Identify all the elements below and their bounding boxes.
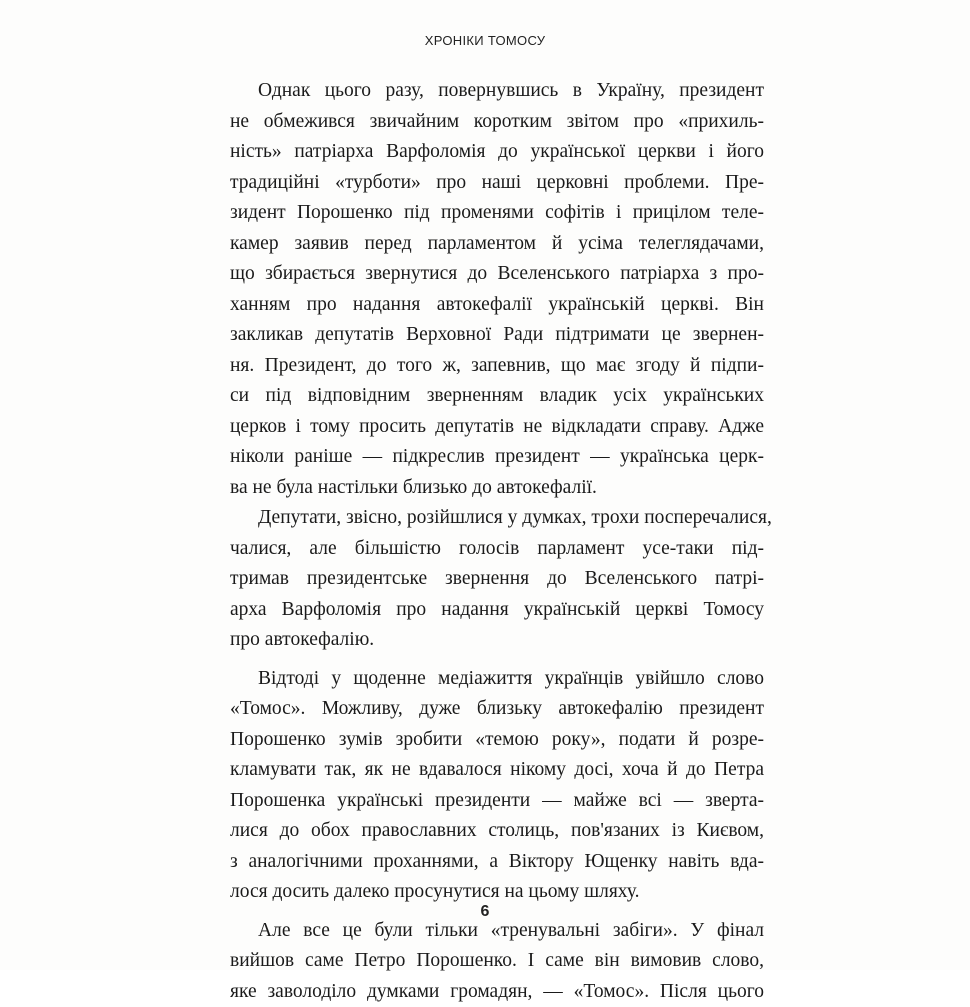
page-number: 6	[0, 903, 970, 921]
paragraph-3-line: кламувати так, як не вдавалося нікому досі, хоча й до Петра	[230, 755, 764, 786]
paragraph-1-line: церков і тому просить депутатів не відкладати справу. Адже	[230, 412, 764, 443]
paragraph-1-line: ня. Президент, до того ж, запевнив, що має згоду й підпи-	[230, 351, 764, 382]
paragraph-3-line: Відтоді у щоденне медіажиття українців увійшло слово	[230, 664, 764, 695]
running-header: ХРОНІКИ ТОМОСУ	[0, 33, 970, 48]
paragraph-1-line: ніколи раніше — підкреслив президент — українська церк-	[230, 442, 764, 473]
paragraph-2-line: чалися, але більшістю голосів парламент усе-таки під-	[230, 534, 764, 565]
paragraph-1-line: ність» патріарха Варфоломія до української церкви і його	[230, 137, 764, 168]
paragraph-1-line: ханням про надання автокефалії українській церкві. Він	[230, 290, 764, 321]
paragraph-1-line: си під відповідним зверненням владик усіх українських	[230, 381, 764, 412]
paragraph-1-line: ва не була настільки близько до автокефалії.	[230, 473, 764, 504]
paragraph-1-line: зидент Порошенко під променями софітів і прицілом теле-	[230, 198, 764, 229]
paragraph-1-line: закликав депутатів Верховної Ради підтримати це звернен-	[230, 320, 764, 351]
paragraph-1-line: камер заявив перед парламентом й усіма телеглядачами,	[230, 229, 764, 260]
paragraph-1-line: що збирається звернутися до Вселенського патріарха з про-	[230, 259, 764, 290]
paragraph-2-line: Депутати, звісно, розійшлися у думках, трохи посперечалися,	[230, 503, 764, 534]
paragraph-2-line: арха Варфоломія про надання українській церкві Томосу	[230, 595, 764, 626]
paragraph-2-line: про автокефалію.	[230, 625, 764, 656]
paragraph-3-line: з аналогічними проханнями, а Віктору Ющенку навіть вда-	[230, 847, 764, 878]
paragraph-4-line: яке заволоділо думками громадян, — «Томос». Після цього	[230, 977, 764, 1007]
paragraph-4-line: вийшов саме Петро Порошенко. І саме він вимовив слово,	[230, 946, 764, 977]
paragraph-3-line: «Томос». Можливу, дуже близьку автокефалію президент	[230, 694, 764, 725]
paragraph-2-line: тримав президентське звернення до Вселенського патрі-	[230, 564, 764, 595]
paragraph-3-line: Порошенко зумів зробити «темою року», подати й розре-	[230, 725, 764, 756]
paragraph-3-line: лося досить далеко просунутися на цьому шляху.	[230, 877, 764, 908]
paragraph-4-line: Але все це були тільки «тренувальні забіги». У фінал	[230, 916, 764, 947]
paragraph-3-line: лися до обох православних столиць, пов'язаних із Києвом,	[230, 816, 764, 847]
paragraph-1-line: не обмежився звичайним коротким звітом про «прихиль-	[230, 107, 764, 138]
paragraph-1-line: Однак цього разу, повернувшись в Україну, президент	[230, 76, 764, 107]
paragraph-1-line: традиційні «турботи» про наші церковні проблеми. Пре-	[230, 168, 764, 199]
paragraph-spacer	[230, 656, 764, 664]
paragraph-3-line: Порошенка українські президенти — майже всі — зверта-	[230, 786, 764, 817]
body-text	[230, 76, 764, 1007]
